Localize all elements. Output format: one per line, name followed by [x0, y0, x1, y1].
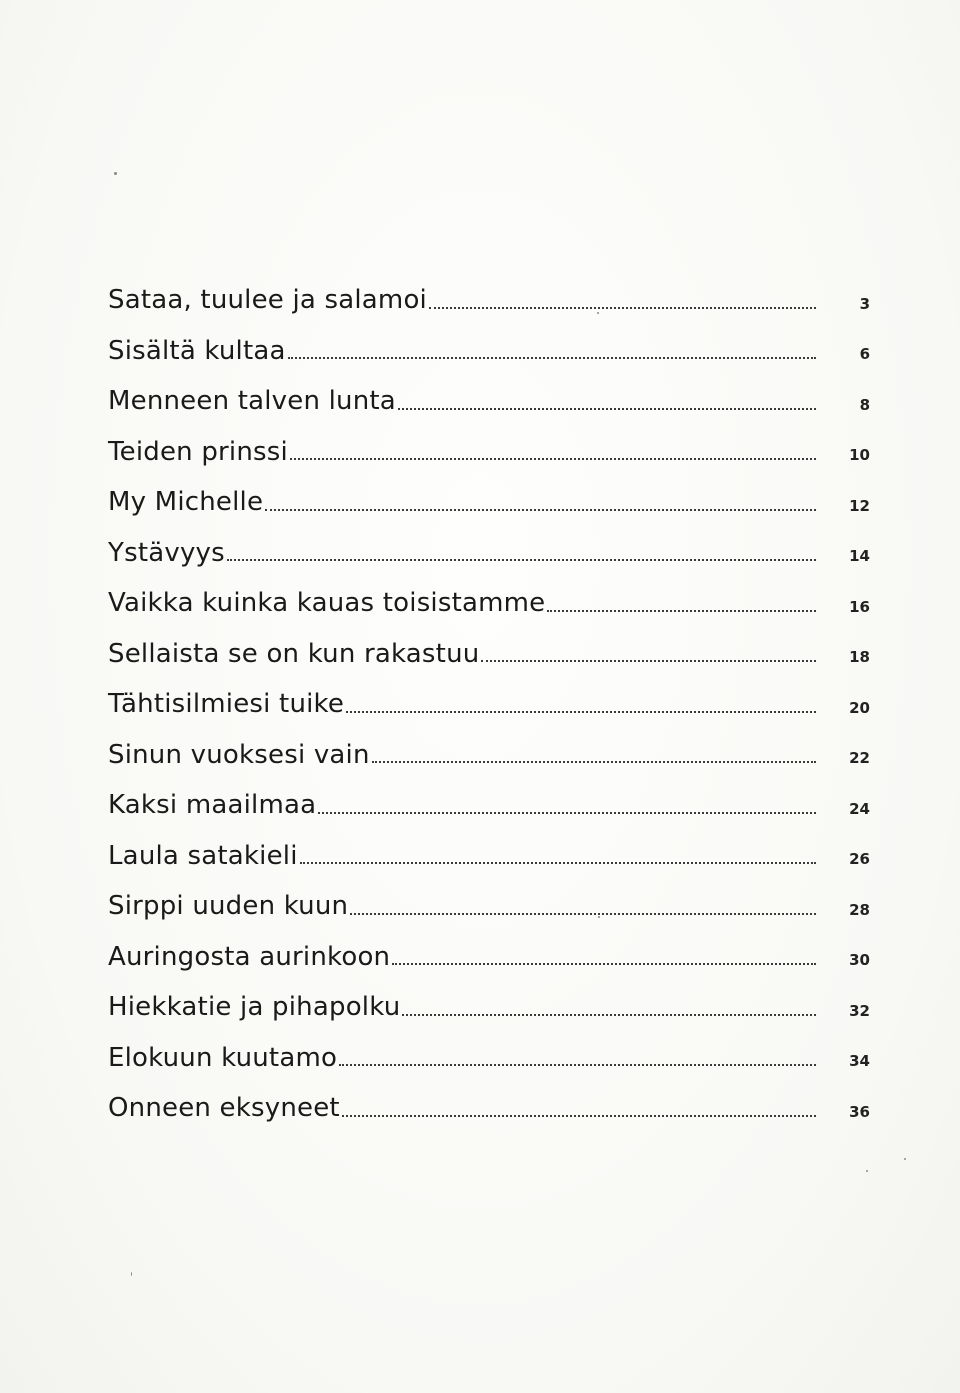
dot-leader — [227, 558, 816, 561]
paper-speck — [131, 1272, 132, 1276]
toc-entry-page-number: 34 — [849, 1052, 870, 1070]
toc-entry-title: Ystävyys — [108, 537, 225, 568]
toc-entry-title: My Michelle — [108, 487, 264, 518]
toc-entry-title: Sataa, tuulee ja salamoi — [108, 285, 427, 316]
dot-leader — [350, 912, 816, 915]
dot-leader — [481, 659, 816, 662]
toc-entry-page-number: 26 — [849, 850, 870, 868]
toc-entry-page-number: 10 — [849, 446, 870, 464]
toc-entry-title: Auringosta aurinkoon — [108, 941, 391, 972]
toc-entry-page-number: 6 — [859, 345, 870, 363]
dot-leader — [300, 861, 816, 864]
dot-leader — [429, 306, 816, 309]
dot-leader — [288, 356, 816, 359]
paper-speck — [114, 172, 117, 175]
toc-entry — [108, 569, 870, 620]
toc-entry-title: Onneen eksyneet — [108, 1093, 340, 1124]
toc-entry-page-number: 32 — [849, 1001, 870, 1020]
toc-entry-page-number: 18 — [849, 648, 870, 666]
toc-entry — [108, 266, 870, 317]
dot-leader — [339, 1063, 816, 1066]
dot-leader — [547, 609, 816, 612]
toc-entry — [108, 973, 870, 1024]
toc-entry — [108, 923, 870, 974]
dot-leader — [398, 407, 816, 410]
toc-entry — [108, 367, 870, 418]
toc-entry-title: Teiden prinssi — [108, 436, 288, 467]
toc-entry-page-number: 16 — [849, 597, 870, 616]
paper-speck — [866, 1170, 868, 1172]
dot-leader — [318, 811, 816, 814]
toc-entry-title: Sirppi uuden kuun — [108, 891, 349, 922]
toc-entry-page-number: 12 — [849, 496, 870, 515]
toc-entry-page-number: 3 — [859, 294, 870, 313]
toc-entry — [108, 771, 870, 822]
dot-leader — [346, 710, 816, 713]
toc-entry — [108, 317, 870, 368]
toc-entry — [108, 620, 870, 671]
toc-entry-page-number: 14 — [849, 547, 870, 565]
table-of-contents — [108, 266, 870, 1125]
toc-entry-page-number: 28 — [849, 900, 870, 919]
paper-speck — [904, 1158, 906, 1160]
toc-entry-page-number: 8 — [859, 395, 870, 414]
toc-entry-title: Sellaista se on kun rakastuu — [108, 638, 480, 669]
toc-entry-title: Kaksi maailmaa — [108, 790, 317, 821]
toc-entry-title: Hiekkatie ja pihapolku — [108, 992, 401, 1023]
toc-entry-page-number: 30 — [849, 951, 870, 969]
toc-entry — [108, 670, 870, 721]
toc-entry-title: Menneen talven lunta — [108, 386, 396, 417]
toc-entry-title: Sinun vuoksesi vain — [108, 739, 370, 770]
toc-entry — [108, 872, 870, 923]
toc-entry-page-number: 24 — [849, 799, 870, 818]
toc-entry — [108, 468, 870, 519]
toc-entry-title: Elokuun kuutamo — [108, 1042, 338, 1073]
dot-leader — [392, 962, 816, 965]
dot-leader — [290, 457, 816, 460]
toc-entry-page-number: 22 — [849, 749, 870, 767]
toc-entry — [108, 822, 870, 873]
toc-entry-page-number: 36 — [849, 1102, 870, 1121]
dot-leader — [342, 1114, 816, 1117]
dot-leader — [402, 1013, 816, 1016]
toc-entry-page-number: 20 — [849, 698, 870, 717]
toc-entry-title: Tähtisilmiesi tuike — [108, 689, 345, 720]
toc-entry — [108, 1074, 870, 1125]
toc-entry-title: Vaikka kuinka kauas toisistamme — [108, 588, 546, 619]
toc-entry — [108, 721, 870, 772]
toc-entry-title: Sisältä kultaa — [108, 335, 286, 366]
toc-entry — [108, 1024, 870, 1075]
toc-entry — [108, 418, 870, 469]
toc-entry-title: Laula satakieli — [108, 840, 298, 871]
dot-leader — [372, 760, 816, 763]
toc-entry — [108, 519, 870, 570]
dot-leader — [265, 508, 816, 511]
